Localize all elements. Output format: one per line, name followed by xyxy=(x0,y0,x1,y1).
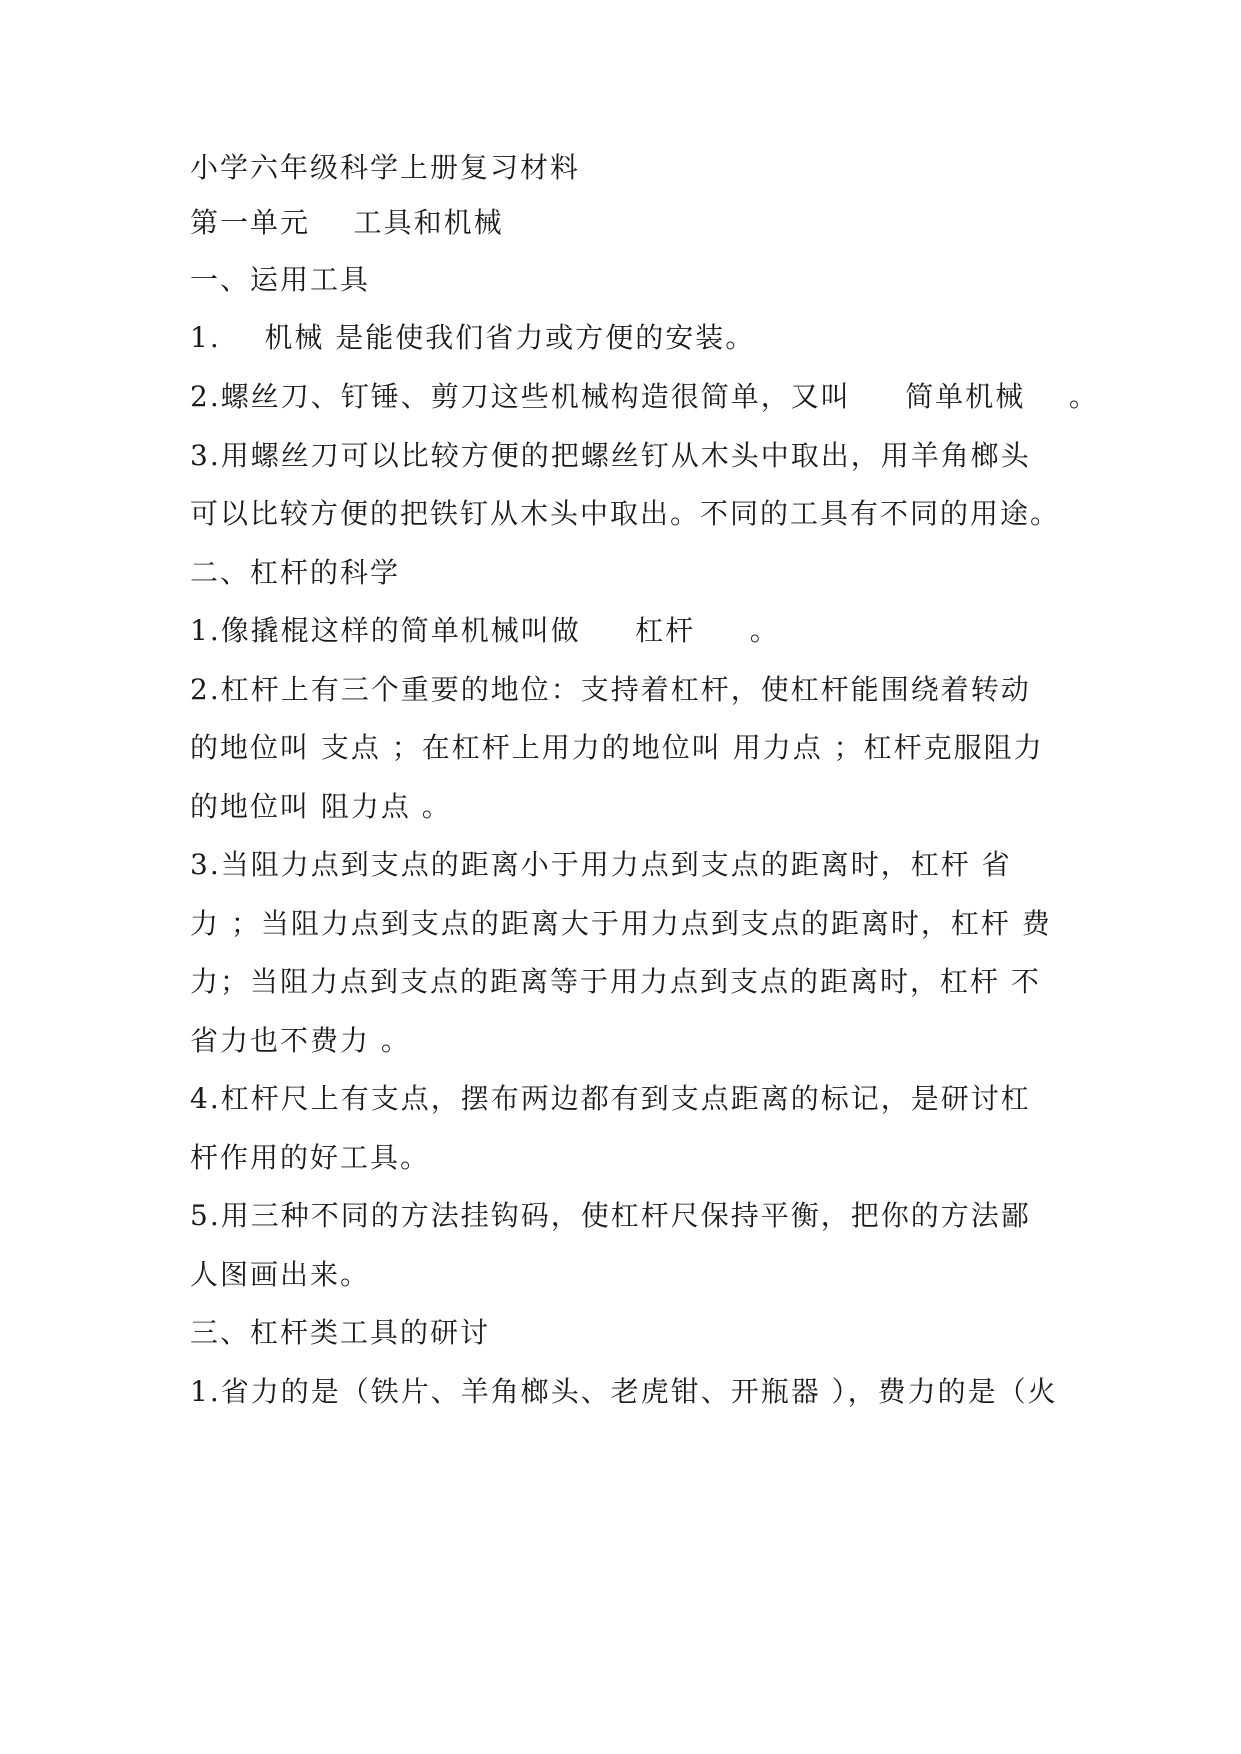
text-line: 人图画出来。 xyxy=(190,1258,371,1291)
text-line: 可以比较方便的把铁钉从木头中取出。不同的工具有不同的用途。 xyxy=(190,497,1061,530)
text-line: 省力也不费力 。 xyxy=(190,1024,411,1057)
text-line: 1.像撬棍这样的简单机械叫做 杠杆 。 xyxy=(190,614,780,647)
text-line: 的地位叫 支点 ；在杠杆上用力的地位叫 用力点 ；杠杆克服阻力 xyxy=(190,731,1044,764)
unit-heading: 第一单元 工具和机械 xyxy=(190,206,504,239)
text-line: 3.当阻力点到支点的距离小于用力点到支点的距离时，杠杆 省 xyxy=(190,848,1012,881)
text-line: 1. 机械 是能使我们省力或方便的安装。 xyxy=(190,321,756,354)
text-line: 力；当阻力点到支点的距离等于用力点到支点的距离时，杠杆 不 xyxy=(190,965,1041,998)
section-heading: 一、运用工具 xyxy=(190,263,371,296)
section-heading: 三、杠杆类工具的研讨 xyxy=(190,1316,491,1349)
text-line: 3.用螺丝刀可以比较方便的把螺丝钉从木头中取出，用羊角榔头 xyxy=(190,439,1031,472)
text-line: 杆作用的好工具。 xyxy=(190,1141,431,1174)
text-line: 的地位叫 阻力点 。 xyxy=(190,790,452,823)
document-title: 小学六年级科学上册复习材料 xyxy=(190,151,581,184)
text-line: 2.螺丝刀、钉锤、剪刀这些机械构造很简单，又叫 简单机械 。 xyxy=(190,380,1099,413)
text-line: 2.杠杆上有三个重要的地位：支持着杠杆，使杠杆能围绕着转动 xyxy=(190,673,1031,706)
text-line: 4.杠杆尺上有支点，摆布两边都有到支点距离的标记，是研讨杠 xyxy=(190,1082,1031,1115)
text-line: 5.用三种不同的方法挂钩码，使杠杆尺保持平衡，把你的方法鄙 xyxy=(190,1199,1031,1232)
text-line: 1.省力的是（铁片、羊角榔头、老虎钳、开瓶器 ），费力的是（火 xyxy=(190,1375,1058,1408)
text-line: 力 ；当阻力点到支点的距离大于用力点到支点的距离时，杠杆 费 xyxy=(190,907,1052,940)
section-heading: 二、杠杆的科学 xyxy=(190,556,401,589)
